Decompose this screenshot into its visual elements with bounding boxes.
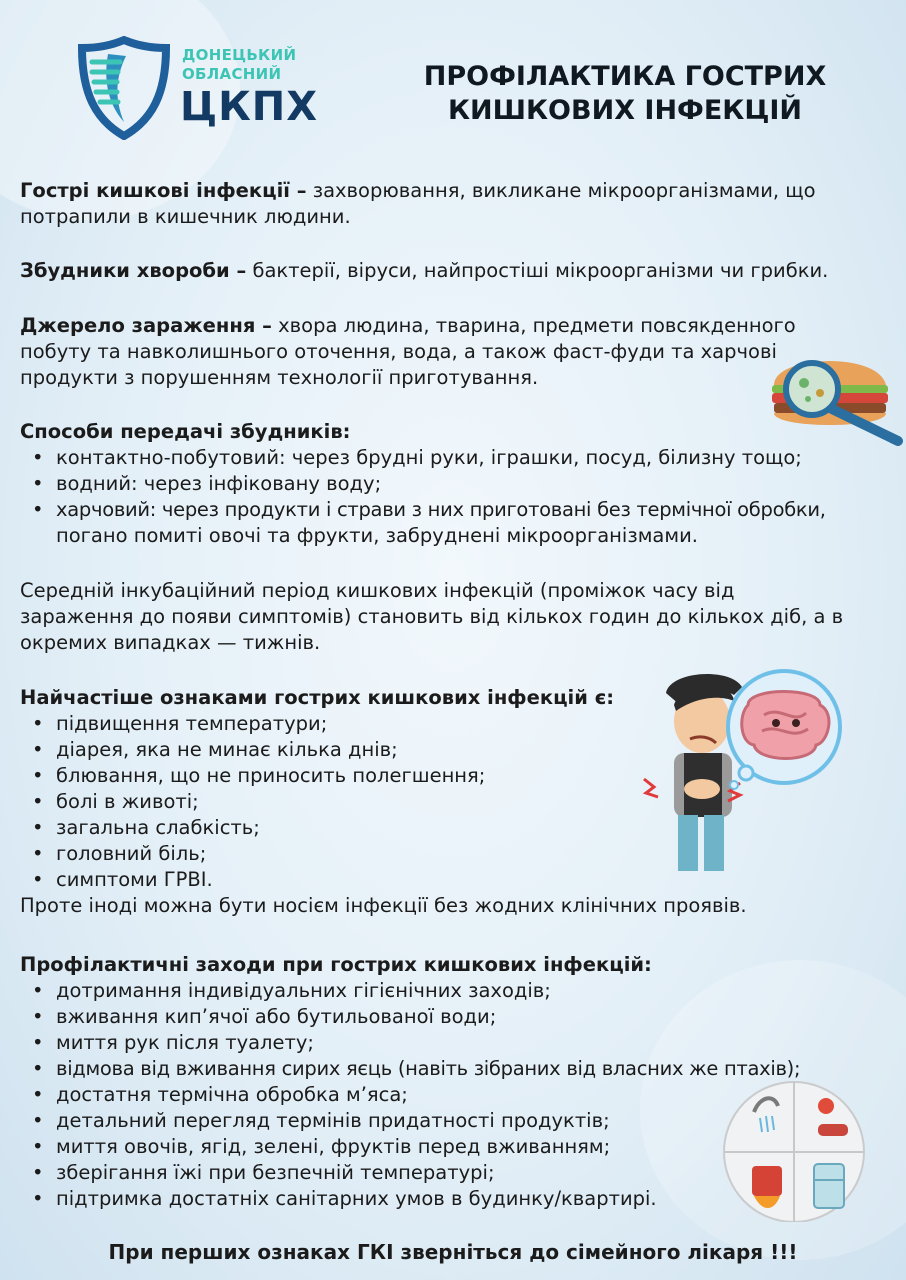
list-item: • підтримка достатніх санітарних умов в будинку/квартирі.: [20, 1186, 800, 1212]
list-item: • блювання, що не приносить полегшення;: [20, 763, 747, 789]
food-safety-plate-icon: [708, 1072, 874, 1222]
list-item: • миття овочів, ягід, зелені, фруктів перед вживанням;: [20, 1134, 800, 1160]
list-item: • загальна слабкість;: [20, 815, 747, 841]
incubation-paragraph: [20, 578, 843, 656]
symptoms-note: Проте іноді можна бути носієм інфекції без жодних клінічних проявів.: [20, 894, 747, 917]
list-item: • достатня термічна обробка м’яса;: [20, 1082, 800, 1108]
incubation-line3: окремих випадках — тижнів.: [20, 631, 321, 654]
list-item: • підвищення температури;: [20, 711, 747, 737]
incubation-line1: Середній інкубаційний період кишкових інфекцій (проміжок часу від: [20, 579, 735, 602]
sick-man-icon: [630, 665, 850, 880]
prevention-heading: Профілактичні заходи при гострих кишкових інфекцій:: [20, 953, 652, 976]
transmission-section: [20, 419, 826, 549]
pathogens-text: бактерії, віруси, найпростіші мікроорганізми чи грибки.: [246, 259, 829, 282]
prevention-section: [20, 952, 800, 1212]
list-item: • детальний перегляд термінів придатності продуктів;: [20, 1108, 800, 1134]
definition-paragraph: [20, 178, 816, 230]
source-term: Джерело зараження –: [20, 314, 272, 337]
symptoms-heading: Найчастіше ознаками гострих кишкових інфекцій є:: [20, 686, 615, 709]
list-item: • вживання кип’ячої або бутильованої води;: [20, 1004, 800, 1030]
list-item: • зберігання їжі при безпечній температурі;: [20, 1160, 800, 1186]
list-item: • болі в животі;: [20, 789, 747, 815]
source-paragraph: [20, 313, 796, 391]
call-to-action: При перших ознаках ГКІ зверніться до сімейного лікаря !!!: [108, 1240, 798, 1264]
title-line1: ПРОФІЛАКТИКА ГОСТРИХ: [423, 61, 827, 92]
transmission-heading: Способи передачі збудників:: [20, 420, 351, 443]
list-item: • дотримання індивідуальних гігієнічних заходів;: [20, 978, 800, 1004]
logo-text-line1: ДОНЕЦЬКИЙ: [182, 46, 297, 64]
definition-text-line2: потрапили в кишечник людини.: [20, 205, 351, 228]
page-title: [400, 60, 850, 128]
definition-text: захворювання, викликане мікроорганізмами, що: [306, 179, 816, 202]
list-item: • симптоми ГРВІ.: [20, 867, 747, 893]
prevention-list: [20, 978, 800, 1212]
incubation-line2: зараження до появи симптомів) становить від кількох годин до кількох діб, а в: [20, 605, 844, 628]
list-item: • миття рук після туалету;: [20, 1030, 800, 1056]
logo-text-line2: ОБЛАСНИЙ: [182, 65, 282, 83]
title-line2: КИШКОВИХ ІНФЕКЦІЙ: [447, 95, 803, 126]
transmission-list: [20, 445, 826, 549]
logo-name: ЦКПХ: [180, 84, 319, 130]
source-text-line2: побуту та навколишнього оточення, вода, а також фаст-фуди та харчові: [20, 340, 777, 363]
shield-logo-icon: [78, 36, 170, 140]
burger-magnifier-icon: [768, 345, 904, 447]
list-item: • водний: через інфіковану воду;: [20, 471, 826, 497]
list-item: • відмова від вживання сирих яєць (навіть зібраних від власних же птахів);: [20, 1056, 800, 1082]
pathogens-term: Збудники хвороби –: [20, 259, 247, 282]
organization-logo: [78, 36, 319, 140]
list-item: • діарея, яка не минає кілька днів;: [20, 737, 747, 763]
list-item: • контактно-побутовий: через брудні руки, іграшки, посуд, білизну тощо;: [20, 445, 826, 471]
source-text-line1: хвора людина, тварина, предмети повсякденного: [271, 314, 796, 337]
definition-term: Гострі кишкові інфекції –: [20, 179, 307, 202]
pathogens-paragraph: [20, 258, 828, 284]
list-item: • харчовий: через продукти і страви з них приготовані без термічної обробки, погано помиті овочі та фрукти, забруднені мікроорганізмами.: [20, 497, 826, 549]
source-text-line3: продукти з порушенням технології приготування.: [20, 366, 539, 389]
list-item: • головний біль;: [20, 841, 747, 867]
